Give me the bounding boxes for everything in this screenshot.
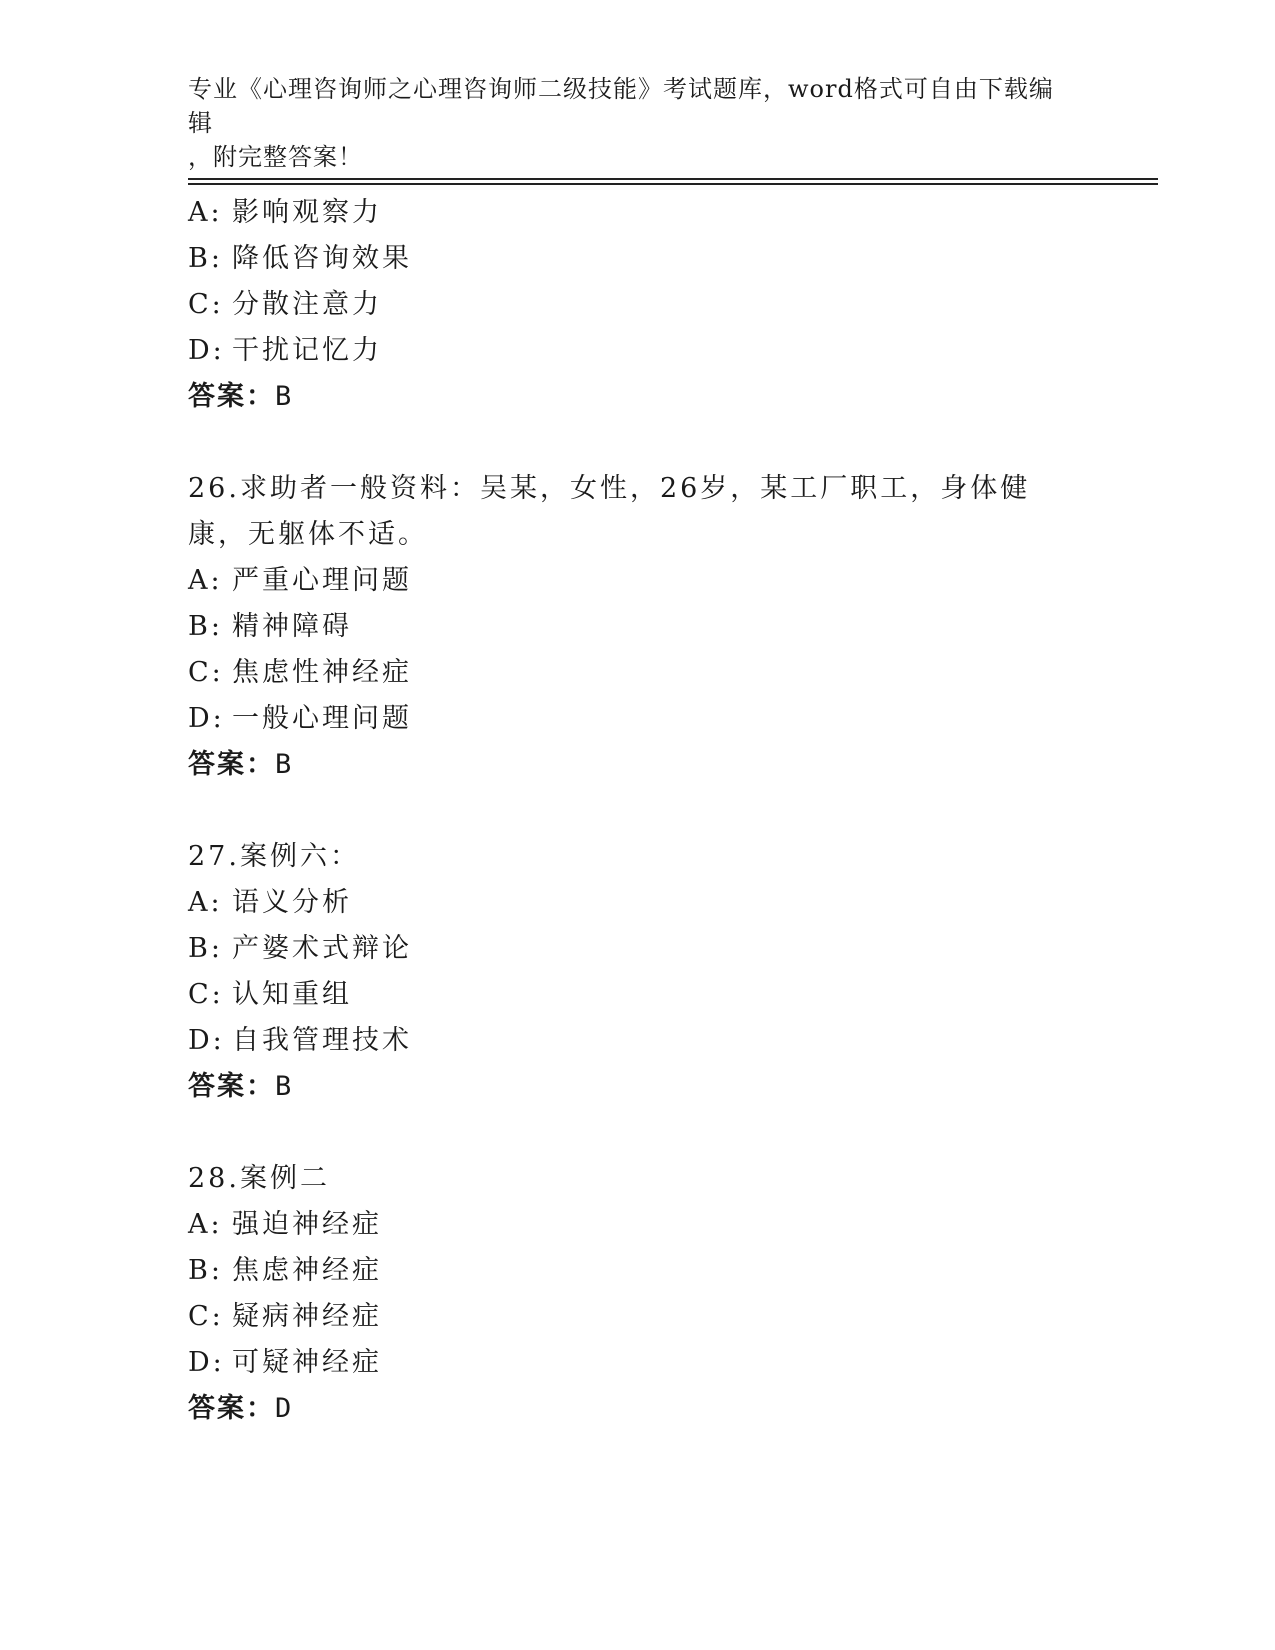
option-label: D: (188, 335, 225, 366)
option-label: A: (188, 197, 223, 228)
answer-value: B (275, 1071, 294, 1102)
option-text: 精神障碍 (232, 611, 352, 642)
answer-label: 答案： (188, 1071, 275, 1102)
option-d (188, 328, 1088, 374)
option-a (188, 880, 1088, 926)
option-d (188, 696, 1088, 742)
option-text: 分散注意力 (232, 289, 382, 320)
answer-line (188, 742, 1088, 788)
question-text: 27.案例六： (188, 841, 360, 872)
option-label: A: (188, 887, 223, 918)
header-divider-top (188, 178, 1158, 180)
option-text: 焦虑神经症 (232, 1255, 382, 1286)
option-label: D: (188, 703, 225, 734)
option-text: 自我管理技术 (232, 1025, 412, 1056)
answer-line (188, 374, 1088, 420)
option-label: C: (188, 1301, 224, 1332)
option-c (188, 972, 1088, 1018)
option-text: 产婆术式辩论 (232, 933, 412, 964)
option-text: 降低咨询效果 (232, 243, 412, 274)
option-label: B: (188, 1255, 223, 1286)
question-text: 26.求助者一般资料：吴某，女性，26岁，某工厂职工，身体健康，无躯体不适。 (188, 473, 1031, 550)
block-spacer (188, 1110, 1088, 1156)
answer-line (188, 1386, 1088, 1432)
option-a (188, 1202, 1088, 1248)
question-block (188, 466, 1088, 788)
question-list (188, 190, 1088, 1432)
header-divider-bottom (188, 183, 1158, 185)
answer-label: 答案： (188, 749, 275, 780)
option-text: 严重心理问题 (232, 565, 412, 596)
option-text: 认知重组 (232, 979, 352, 1010)
option-a (188, 190, 1088, 236)
option-text: 可疑神经症 (232, 1347, 382, 1378)
option-text: 干扰记忆力 (232, 335, 382, 366)
answer-label: 答案： (188, 381, 275, 412)
option-label: A: (188, 1209, 223, 1240)
option-c (188, 1294, 1088, 1340)
block-spacer (188, 420, 1088, 466)
document-header (188, 72, 1078, 174)
answer-label: 答案： (188, 1393, 275, 1424)
option-b (188, 1248, 1088, 1294)
option-b (188, 926, 1088, 972)
option-text: 疑病神经症 (232, 1301, 382, 1332)
option-text: 焦虑性神经症 (232, 657, 412, 688)
option-a (188, 558, 1088, 604)
question-block (188, 834, 1088, 1110)
option-label: B: (188, 243, 223, 274)
block-spacer (188, 788, 1088, 834)
header-line-2: ，附完整答案！ (188, 143, 363, 171)
option-label: C: (188, 289, 224, 320)
answer-value: D (275, 1393, 294, 1424)
header-line-1: 专业《心理咨询师之心理咨询师二级技能》考试题库，word格式可自由下载编辑 (188, 75, 1054, 137)
question-text: 28.案例二 (188, 1163, 330, 1194)
option-label: D: (188, 1025, 225, 1056)
answer-line (188, 1064, 1088, 1110)
option-label: C: (188, 657, 224, 688)
option-text: 强迫神经症 (232, 1209, 382, 1240)
answer-value: B (275, 749, 294, 780)
option-label: B: (188, 933, 223, 964)
option-c (188, 650, 1088, 696)
option-text: 语义分析 (232, 887, 352, 918)
option-text: 影响观察力 (232, 197, 382, 228)
option-b (188, 236, 1088, 282)
option-label: A: (188, 565, 223, 596)
option-label: C: (188, 979, 224, 1010)
option-text: 一般心理问题 (232, 703, 412, 734)
option-label: D: (188, 1347, 225, 1378)
answer-value: B (275, 381, 294, 412)
option-d (188, 1018, 1088, 1064)
question-block (188, 190, 1088, 420)
option-label: B: (188, 611, 223, 642)
option-d (188, 1340, 1088, 1386)
option-c (188, 282, 1088, 328)
option-b (188, 604, 1088, 650)
question-block (188, 1156, 1088, 1432)
